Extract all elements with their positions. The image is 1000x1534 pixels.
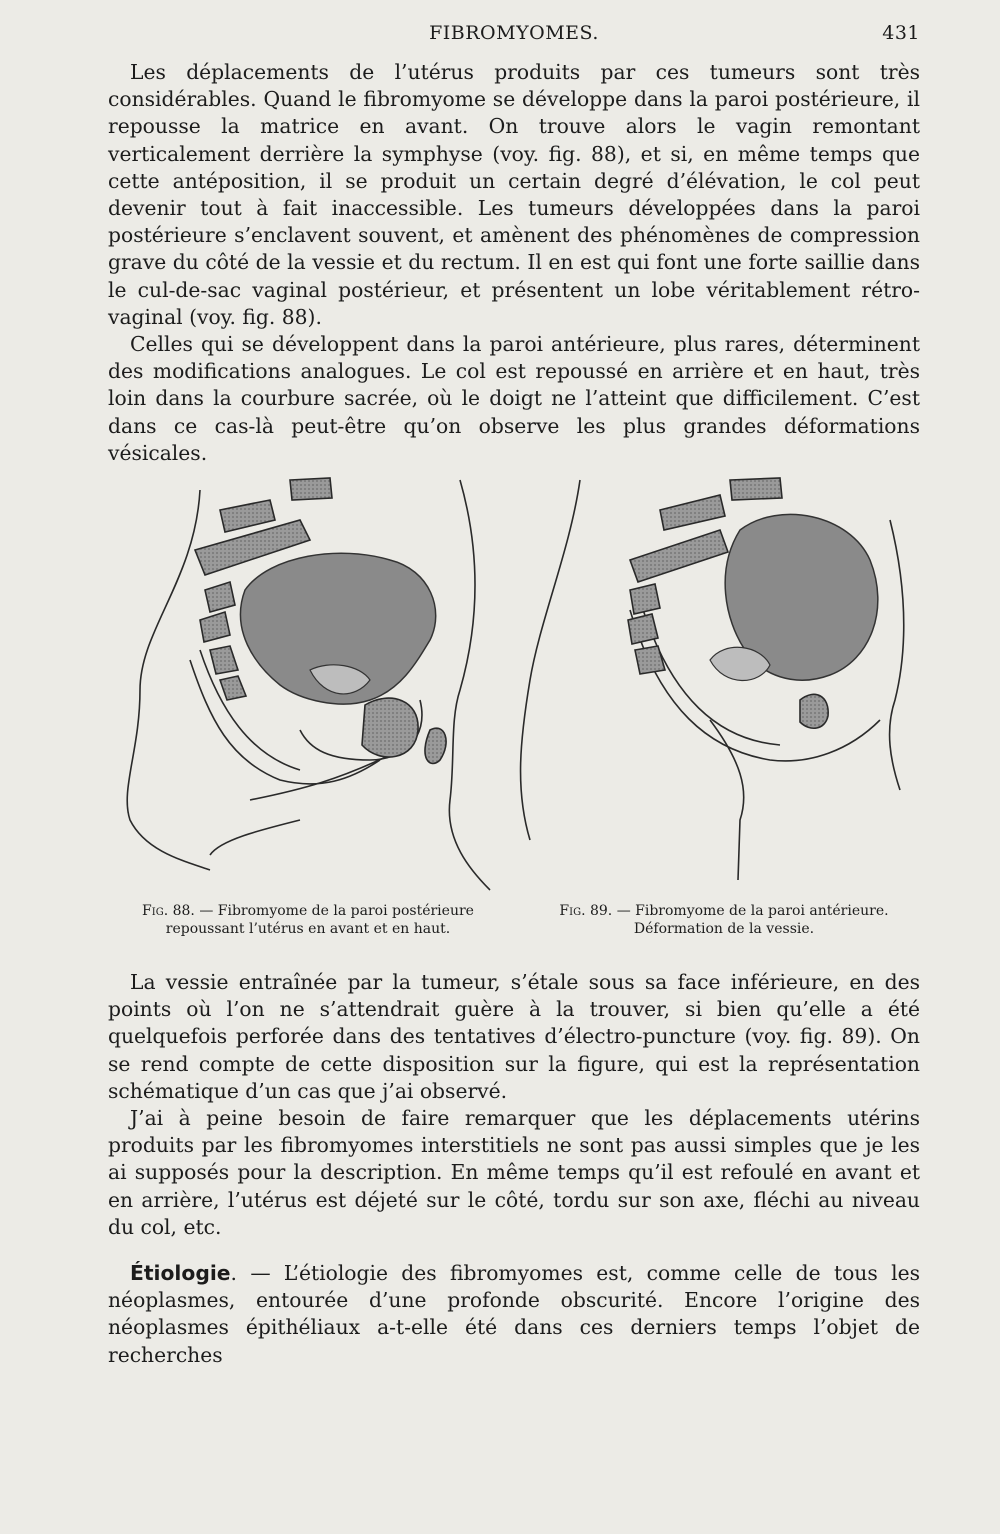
figure-88-caption: [108, 902, 508, 938]
body-text-middle: [108, 969, 920, 1241]
figure-88-caption-text: — Fibromyome de la paroi postérieure repoussant l’utérus en avant et en haut.: [165, 903, 474, 937]
figure-88-illustration: [100, 460, 500, 900]
running-title: FIBROMYOMES.: [429, 22, 599, 44]
section-paragraph: [108, 1260, 920, 1369]
running-header: [108, 22, 920, 52]
paragraph: Celles qui se développent dans la paroi antérieure, plus rares, déterminent des modifications analogues. Le col est repoussé en arrière et en haut, très loin dans la courbure sacrée, où le doigt ne l’atteint que difficilement. C’est dans ce cas-là peut-être qu’on observe les plus grandes déformations vésicales.: [108, 332, 920, 465]
figure-89-caption-text: — Fibromyome de la paroi antérieure. Déformation de la vessie.: [616, 903, 889, 937]
paragraph: La vessie entraînée par la tumeur, s’étale sous sa face inférieure, en des points où l’on ne s’attendrait guère à la trouver, si bien qu’elle a été quelquefois perforée dans des tentatives d’électro-puncture (voy. fig. 89). On se rend compte de cette disposition sur la figure, qui est la représentation schématique d’un cas que j’ai observé.: [108, 970, 920, 1103]
figure-88-label: Fig. 88.: [142, 903, 195, 919]
paragraph: Les déplacements de l’utérus produits par ces tumeurs sont très considérables. Quand le fibromyome se développe dans la paroi postérieure, il repousse la matrice en avant. On trouve alors le vagin remontant verticalement derrière la symphyse (voy. fig. 88), et si, en même temps que cette antéposition, il se produit un certain degré d’élévation, le col peut devenir tout à fait inaccessible. Les tumeurs développées dans la paroi postérieure s’enclavent souvent, et amènent des phénomènes de compression grave du côté de la vessie et du rectum. Il en est qui font une forte saillie dans le cul-de-sac vaginal postérieur, et présentent un lobe véritablement rétro-vaginal (voy. fig. 88).: [108, 60, 920, 329]
section-etiologie: [108, 1260, 920, 1369]
section-title: Étiologie: [130, 1261, 231, 1285]
figure-89-illustration: [510, 460, 930, 900]
figure-89-label: Fig. 89.: [559, 903, 613, 919]
page-number: 431: [882, 22, 920, 44]
figure-pair: [100, 460, 930, 900]
body-text-top: [108, 59, 920, 467]
paragraph: J’ai à peine besoin de faire remarquer que les déplacements utérins produits par les fibromyomes interstitiels ne sont pas aussi simples que je les ai supposés pour la description. En même temps qu’il est refoulé en avant et en arrière, l’utérus est déjeté sur le côté, tordu sur son axe, fléchi au niveau du col, etc.: [108, 1106, 920, 1239]
section-text: . — L’étiologie des fibromyomes est, comme celle de tous les néoplasmes, entourée d’une profonde obscurité. Encore l’origine des néoplasmes épithéliaux a-t-elle été dans ces derniers temps l’objet de recherches: [108, 1261, 920, 1367]
figure-89-caption: [528, 902, 920, 938]
